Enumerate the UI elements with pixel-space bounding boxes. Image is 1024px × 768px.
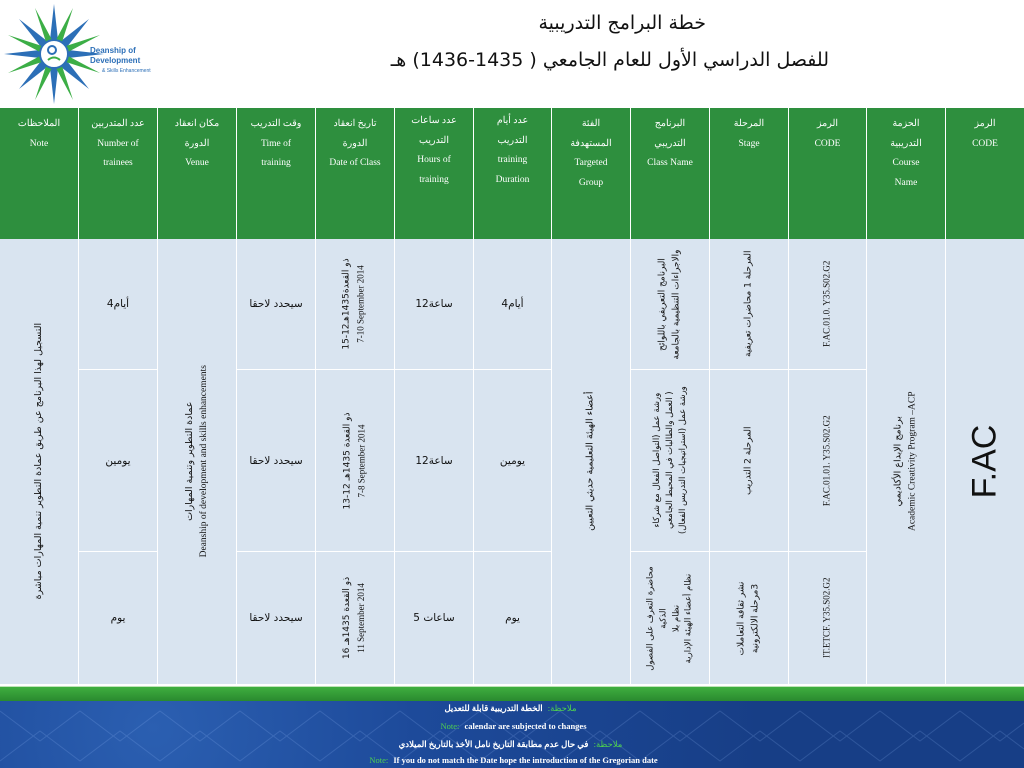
column-header-en: Targeted Group (574, 158, 608, 188)
column-header-en: Date of Class (329, 158, 381, 169)
row2-class-name-text (651, 387, 689, 535)
note-text: التسجيل لهذا البرنامج عن طريق عمادة التطوير تنمية المهارات مباشرة (32, 323, 44, 600)
column-header-stage (710, 108, 789, 239)
logo-text (90, 46, 164, 76)
row3-stage-text: نشر ثقافة التعاملات 3مرحلة الالكترونية (736, 581, 760, 655)
row1-date-text (341, 258, 369, 349)
column-header-trainees (79, 108, 158, 239)
package-code-text: F.AC (965, 424, 1004, 499)
column-header-ar: عدد المتدربين (91, 119, 145, 129)
row3-time: سيحدد لاحقا (237, 552, 316, 685)
package-code-cell (946, 239, 1024, 685)
column-header-date (316, 108, 395, 239)
row3-trainees: يوم (79, 552, 158, 685)
column-header-en: Number of trainees (97, 138, 139, 169)
column-header-en: CODE (814, 138, 841, 149)
column-header-en: Note (29, 138, 49, 149)
row1-code (789, 239, 867, 370)
column-header-ar: المرحلة (733, 119, 765, 129)
date-hijri: 15-12ذو القعدة1435هـ (342, 258, 352, 350)
column-header-ar: الرمز (816, 119, 839, 129)
column-header-en: Time of training (260, 138, 291, 169)
date-gregorian: 7-8 September 2014 (355, 424, 366, 497)
row3-stage (710, 552, 789, 685)
row3-code-text: IT.ETCF. Y35.S02.G2 (821, 577, 832, 659)
class-name-line: نظام أعضاء الهيئة الإدارية (683, 573, 694, 663)
row1-class-name (631, 239, 710, 370)
note-tag: Note: (440, 721, 460, 731)
class-name-line: محاضرة التعرف على الفصول (645, 565, 656, 671)
column-header-targeted-group (552, 108, 631, 239)
deanship-logo (4, 2, 164, 106)
note-tag: ملاحظة: (547, 703, 577, 713)
row2-time: سيحدد لاحقا (237, 370, 316, 552)
note-cell (0, 239, 79, 685)
column-header-ar: البرنامج التدريبي (654, 119, 686, 149)
column-header-package-code (946, 108, 1024, 239)
date-gregorian: 7-10 September 2014 (355, 265, 366, 343)
column-header-ar: الحزمة التدريبية (890, 119, 922, 149)
date-gregorian: 11 September 2014 (355, 583, 366, 653)
row3-hours: 5 ساعات (395, 552, 474, 685)
column-header-hours (395, 108, 474, 239)
venue-english: Deanship of development and skills enhancements (199, 365, 210, 558)
footer-line-3 (0, 739, 1024, 750)
footer-line-2 (0, 721, 1024, 731)
note-text: الخطة التدريبية قابلة للتعديل (444, 703, 543, 713)
footer-line-4 (0, 755, 1024, 765)
training-plan-table (0, 108, 1024, 685)
row1-time: سيحدد لاحقا (237, 239, 316, 370)
column-header-en: Class Name (647, 158, 693, 169)
row2-stage (710, 370, 789, 552)
class-name-line: الذكية (658, 607, 669, 629)
course-name-english: Academic Creativity Program –ACP (908, 391, 919, 532)
note-tag: Note: (369, 755, 389, 765)
column-header-duration (474, 108, 552, 239)
column-header-en: Venue (185, 158, 209, 169)
class-name-line: نظام بلا (671, 604, 681, 632)
row1-date (316, 239, 395, 370)
row1-stage-text: المرحلة 1 محاضرات تعريفية (743, 250, 754, 358)
column-header-ar: الملاحظات (17, 119, 61, 129)
column-header-code (789, 108, 867, 239)
note-tag: ملاحظة: (593, 739, 623, 749)
date-hijri: 13-12 ذو القعدة 1435هـ (342, 412, 352, 509)
column-header-course-name (867, 108, 946, 239)
column-header-ar: الرمز (974, 119, 996, 129)
course-name-arabic: برنامج الإبداع الأكاديمي (892, 416, 904, 507)
page-title: خطة البرامج التدريبية (538, 12, 706, 34)
row3-date-text (341, 577, 369, 659)
date-hijri: 16 ذو القعدة 1435هـ (342, 576, 352, 660)
column-header-ar: مكان انعقاد الدورة (174, 119, 220, 149)
row2-trainees: يومين (79, 370, 158, 552)
row3-duration: يوم (474, 552, 552, 685)
row3-class-name-text (645, 566, 696, 670)
column-header-ar: الفئة المستهدفة (570, 119, 612, 149)
row2-stage-text: المرحلة 2 التدريب (743, 426, 754, 495)
logo-english-line2: & Skills Enhancement (102, 68, 151, 74)
note-text: If you do not match the Date hope the introduction of the Gregorian date (393, 755, 658, 765)
row3-date (316, 552, 395, 685)
footer-line-1 (0, 703, 1024, 714)
column-header-venue (158, 108, 237, 239)
row2-date-text (341, 412, 369, 509)
column-header-ar: عدد ساعات التدريب (411, 116, 457, 146)
column-header-time (237, 108, 316, 239)
row2-code (789, 370, 867, 552)
row2-code-text: F.AC.01.01. Y35.S02.G2 (821, 415, 832, 506)
row3-class-name (631, 552, 710, 685)
column-header-en: training Duration (495, 155, 530, 185)
class-name-line: ورشة عمل (استراتيجيات التدريس الفعال) (677, 386, 688, 535)
row2-duration: يومين (474, 370, 552, 552)
column-header-ar: تاريخ انعقاد الدورة (333, 119, 377, 149)
course-name-text (892, 392, 921, 532)
course-name-cell (867, 239, 946, 685)
column-header-en: Course Name (892, 158, 920, 188)
row2-class-name (631, 370, 710, 552)
row1-stage (710, 239, 789, 370)
venue-cell (158, 239, 237, 685)
column-header-en: CODE (972, 138, 998, 149)
footer-divider (0, 687, 1024, 701)
class-name-line: والاجراءات التنظيمية بالجامعة (671, 249, 682, 359)
note-text: في حال عدم مطابقة التاريخ نامل الأخذ بالتاريخ الميلادي (398, 739, 589, 749)
targeted-group-cell (552, 239, 631, 685)
row2-hours: 12ساعة (395, 370, 474, 552)
class-name-line: ورشة عمل (التواصل الفعال مع شركاء (651, 393, 662, 528)
class-name-line: البرنامج التعريفي باللوائح (657, 257, 668, 351)
targeted-group-text: أعضاء الهيئة التعليمية حديثي التعيين (584, 391, 596, 532)
column-header-ar: عدد أيام التدريب (496, 116, 529, 146)
venue-text (183, 365, 212, 557)
page-header (0, 0, 1024, 108)
class-name-line: العمل والطالبات في المحيط الجامعي ) (664, 391, 675, 530)
page-subtitle: للفصل الدراسي الأول للعام الجامعي ( 1435-1436) هـ (390, 49, 829, 71)
logo-english-line1: Deanship of Development (90, 46, 141, 65)
row1-hours: 12ساعة (395, 239, 474, 370)
column-header-en: Stage (738, 138, 760, 149)
row1-duration: 4أيام (474, 239, 552, 370)
row1-code-text: F.AC.01.0. Y35.S02.G2 (821, 260, 832, 348)
venue-arabic: عمادة التطوير وتنمية المهارات (183, 401, 195, 522)
row1-trainees: 4أيام (79, 239, 158, 370)
column-header-class-name (631, 108, 710, 239)
footer-notes (0, 701, 1024, 768)
row2-date (316, 370, 395, 552)
column-header-note (0, 108, 79, 239)
row3-code (789, 552, 867, 685)
row1-class-name-text (657, 249, 684, 359)
note-text: calendar are subjected to changes (464, 721, 587, 731)
column-header-ar: وقت التدريب (250, 119, 302, 129)
column-header-en: Hours of training (417, 155, 451, 185)
